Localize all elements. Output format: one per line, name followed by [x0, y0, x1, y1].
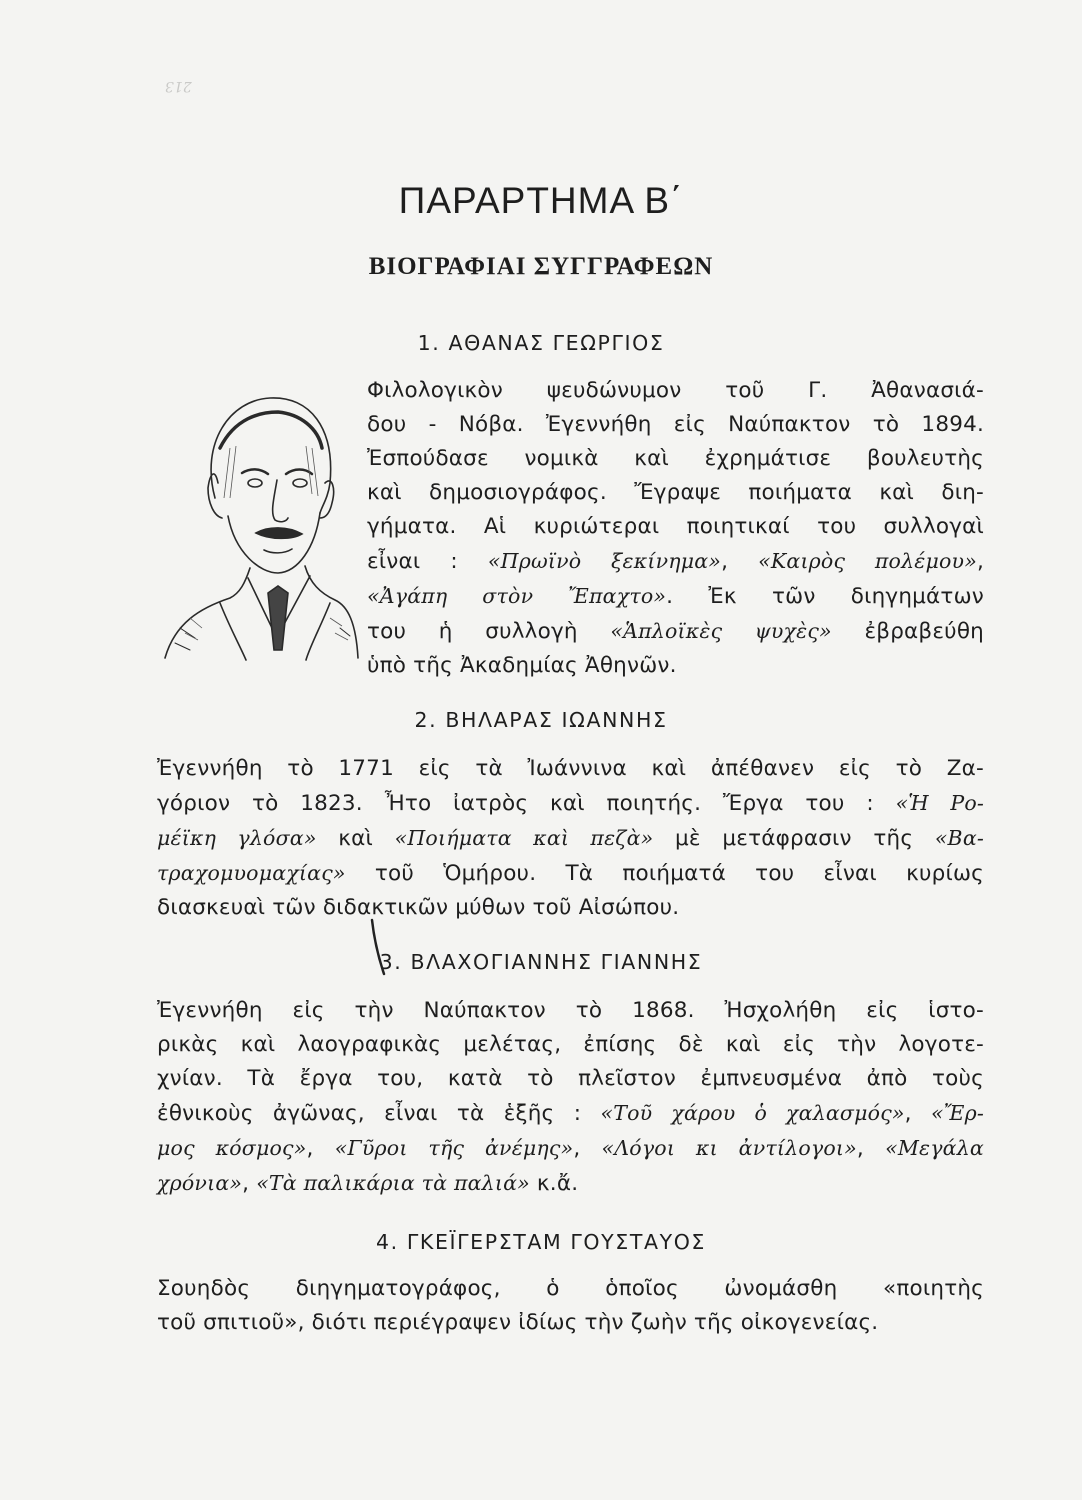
pencil-mark-icon — [368, 918, 390, 978]
text-line — [157, 856, 984, 891]
italic-title: «Γῦροι τῆς ἀνέμης» — [334, 1136, 574, 1160]
text-line — [367, 476, 984, 510]
entry-2-heading: 2. ΒΗΛΑΡΑΣ ΙΩΑΝΝΗΣ — [414, 708, 668, 732]
text-line — [157, 994, 984, 1028]
text-run: ἐβραβεύθη — [831, 619, 984, 644]
text-line — [367, 579, 984, 614]
italic-title: «Βα- — [934, 826, 984, 850]
italic-title: «Ἔρ- — [931, 1101, 984, 1125]
text-run: , — [856, 1136, 886, 1161]
entry-1-heading: 1. ΑΘΑΝΑΣ ΓΕΩΡΓΙΟΣ — [417, 331, 665, 355]
text-line — [367, 408, 984, 442]
text-run: , — [573, 1136, 602, 1161]
text-run: , — [976, 549, 984, 574]
entry-4-biography — [157, 1272, 984, 1340]
text-run: γήματα. Αἱ κυριώτεραι ποιητικαί του συλλογαὶ — [367, 514, 984, 539]
text-run: γόριον τὸ 1823. Ἦτο ἰατρὸς καὶ ποιητής. Ἔργα του : — [157, 791, 896, 816]
text-run: , — [721, 549, 759, 574]
text-run: μὲ μετάφρασιν τῆς — [653, 826, 935, 851]
italic-title: «Ποιήματα καὶ πεζὰ» — [394, 826, 654, 850]
text-line — [157, 1306, 984, 1340]
text-run: ρικὰς καὶ λαογραφικὰς μελέτας, ἐπίσης δὲ καὶ εἰς τὴν λογοτε- — [157, 1032, 984, 1057]
text-line — [157, 752, 984, 786]
text-run: καὶ δημοσιογράφος. Ἔγραψε ποιήματα καὶ διη- — [367, 480, 984, 505]
italic-title: χρόνια» — [157, 1171, 243, 1195]
text-line — [157, 1166, 984, 1201]
entry-1-biography — [367, 374, 984, 683]
text-run: κ.ἄ. — [529, 1171, 579, 1196]
italic-title: μέϊκη γλόσα» — [157, 826, 317, 850]
section-title: ΒΙΟΓΡΑΦΙΑΙ ΣΥΓΓΡΑΦΕΩΝ — [368, 252, 714, 280]
text-run: Ἐσπούδασε νομικὰ καὶ ἐχρημάτισε βουλευτὴς — [367, 446, 984, 471]
appendix-title: ΠΑΡΑΡΤΗΜΑ Β΄ — [398, 179, 684, 221]
text-line — [157, 1272, 984, 1306]
italic-title: «Μεγάλα — [885, 1136, 984, 1160]
text-line — [157, 821, 984, 856]
text-run: τοῦ Ὁμήρου. Τὰ ποιήματά του εἶναι κυρίως — [345, 861, 984, 886]
text-run: τοῦ σπιτιοῦ», διότι περιέγραψεν ἰδίως τὴν ζωὴν τῆς οἰκογενείας. — [157, 1310, 879, 1335]
text-line — [367, 614, 984, 649]
text-run: ὑπὸ τῆς Ἀκαδημίας Ἀθηνῶν. — [367, 653, 677, 678]
text-run: , — [306, 1136, 335, 1161]
text-run: . Ἐκ τῶν διηγημάτων — [666, 584, 984, 609]
text-line — [157, 786, 984, 821]
text-line — [157, 1096, 984, 1131]
text-line — [157, 891, 984, 925]
italic-title: «Ἁπλοϊκὲς ψυχὲς» — [610, 619, 832, 643]
text-run: εἶναι : — [367, 549, 488, 574]
text-line — [367, 510, 984, 544]
italic-title: «Τὰ παλικάρια τὰ παλιά» — [256, 1171, 530, 1195]
bleed-through-page-number: 213 — [165, 78, 192, 94]
text-line — [157, 1131, 984, 1166]
italic-title: «Ἀγάπη στὸν Ἔπαχτο» — [367, 584, 667, 608]
italic-title: «Πρωϊνὸ ξεκίνημα» — [487, 549, 722, 573]
italic-title: μος κόσμος» — [157, 1136, 307, 1160]
text-line — [157, 1062, 984, 1096]
text-run: Φιλολογικὸν ψευδώνυμον τοῦ Γ. Ἀθανασιά- — [367, 378, 984, 403]
text-run: Ἐγεννήθη τὸ 1771 εἰς τὰ Ἰωάννινα καὶ ἀπέθανεν εἰς τὸ Ζα- — [157, 756, 984, 781]
text-run: διασκευαὶ τῶν διδακτικῶν μύθων τοῦ Αἰσώπου. — [157, 895, 680, 920]
entry-3-biography — [157, 994, 984, 1201]
text-line — [157, 1028, 984, 1062]
italic-title: «Καιρὸς πολέμου» — [758, 549, 977, 573]
italic-title: «Ἡ Ρο- — [895, 791, 984, 815]
italic-title: τραχομυομαχίας» — [157, 861, 346, 885]
author-portrait-image — [160, 388, 360, 663]
text-run: Σουηδὸς διηγηματογράφος, ὁ ὁποῖος ὠνομάσθη «ποιητὴς — [157, 1276, 984, 1301]
text-run: , — [242, 1171, 257, 1196]
text-line — [367, 442, 984, 476]
entry-4-heading: 4. ΓΚΕΪΓΕΡΣΤΑΜ ΓΟΥΣΤΑΥΟΣ — [376, 1230, 706, 1254]
text-run: του ἡ συλλογὴ — [367, 619, 611, 644]
entry-3-heading: 3. ΒΛΑΧΟΓΙΑΝΝΗΣ ΓΙΑΝΝΗΣ — [379, 950, 703, 974]
text-run: χνίαν. Τὰ ἔργα του, κατὰ τὸ πλεῖστον ἐμπνευσμένα ἀπὸ τοὺς — [157, 1066, 984, 1091]
italic-title: «Τοῦ χάρου ὁ χαλασμός» — [600, 1101, 905, 1125]
text-run: , — [904, 1101, 931, 1126]
text-line — [367, 649, 984, 683]
text-line — [367, 374, 984, 408]
text-run: Ἐγεννήθη εἰς τὴν Ναύπακτον τὸ 1868. Ἠσχολήθη εἰς ἱστο- — [157, 998, 984, 1023]
italic-title: «Λόγοι κι ἀντίλογοι» — [601, 1136, 857, 1160]
text-run: δου - Νόβα. Ἐγεννήθη εἰς Ναύπακτον τὸ 1894. — [367, 412, 984, 437]
text-run: καὶ — [316, 826, 395, 851]
text-line — [367, 544, 984, 579]
text-run: ἐθνικοὺς ἀγῶνας, εἶναι τὰ ἑξῆς : — [157, 1101, 601, 1126]
entry-2-biography — [157, 752, 984, 925]
